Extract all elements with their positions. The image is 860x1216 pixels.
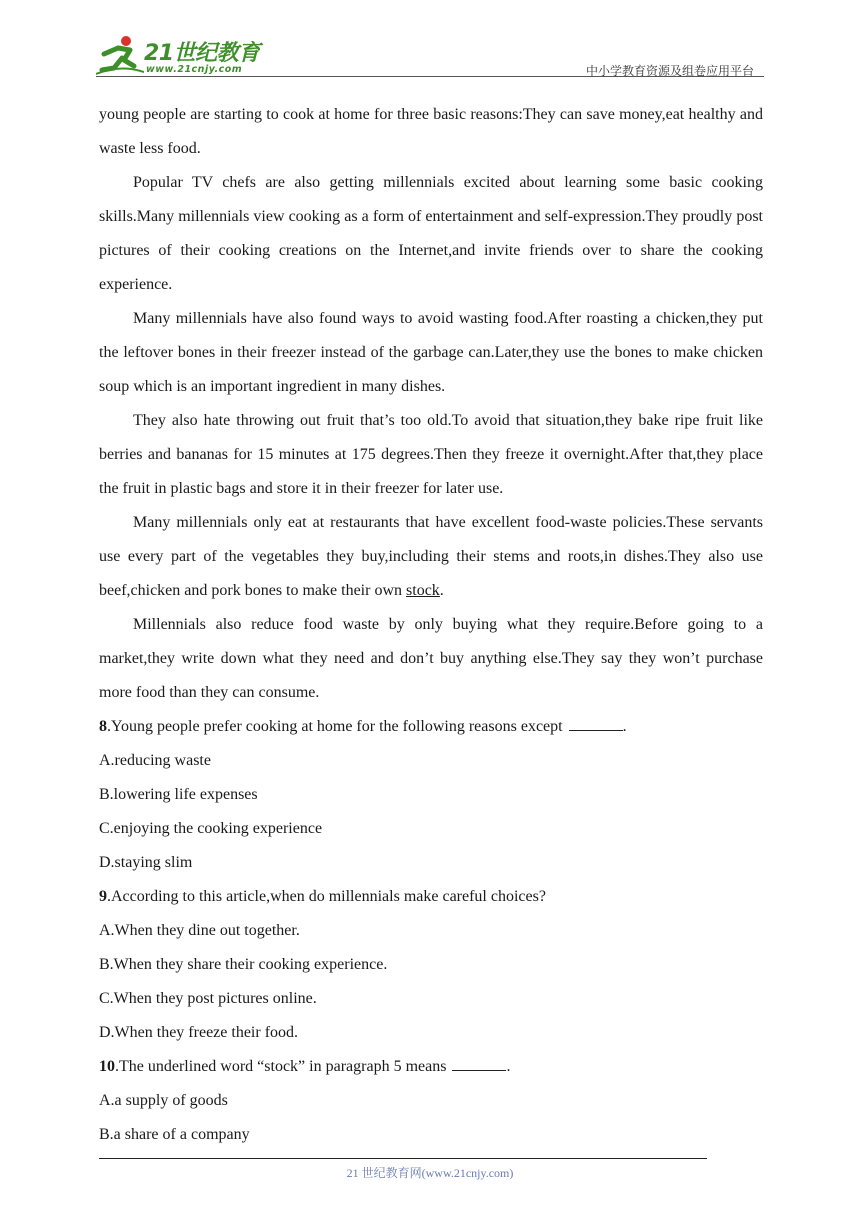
option-b[interactable]: B.lowering life expenses: [99, 786, 258, 803]
question-end: .: [622, 718, 627, 735]
passage-paragraph-3: Many millennials have also found ways to avoid wasting food.After roasting a chicken,they put the leftover bones in their freezer instead of the garbage can.Later,they use the bones to make chicken soup which is an important ingredient in many dishes.: [99, 310, 763, 395]
question-number: 10: [99, 1058, 115, 1075]
question-stem: [99, 1050, 763, 1084]
question-8: [99, 710, 763, 880]
question-text: .The underlined word “stock” in paragraph 5 means: [115, 1058, 447, 1075]
question-9: [99, 880, 763, 1050]
option-d[interactable]: D.When they freeze their food.: [99, 1024, 299, 1041]
site-logo[interactable]: [96, 34, 266, 78]
logo-url: www.21cnjy.com: [146, 64, 243, 75]
footer-divider: [99, 1158, 707, 1159]
document-body: [99, 98, 763, 1152]
option-b[interactable]: B.When they share their cooking experience.: [99, 956, 388, 973]
option-a[interactable]: A.When they dine out together.: [99, 922, 300, 939]
underlined-word: stock: [406, 582, 440, 599]
passage-paragraph-6: Millennials also reduce food waste by only buying what they require.Before going to a market,they write down what they need and don’t buy anything else.They say they won’t purchase more food than they can consume.: [99, 616, 763, 701]
answer-blank[interactable]: [569, 716, 623, 731]
header-tagline: 中小学教育资源及组卷应用平台: [585, 64, 754, 78]
question-end: .: [506, 1058, 511, 1075]
question-stem: [99, 710, 763, 744]
question-stem: [99, 880, 763, 914]
running-figure-icon: [96, 34, 144, 78]
page-header: [96, 30, 764, 78]
paragraph-5-end: .: [439, 582, 444, 599]
question-number: 9: [99, 888, 107, 905]
option-b[interactable]: B.a share of a company: [99, 1126, 250, 1143]
option-a[interactable]: A.reducing waste: [99, 752, 211, 769]
logo-wordmark: 21世纪教育: [144, 41, 260, 66]
question-text: .Young people prefer cooking at home for the following reasons except: [107, 718, 563, 735]
passage-paragraph-5: [99, 506, 763, 608]
question-number: 8: [99, 718, 107, 735]
passage-paragraph-4: They also hate throwing out fruit that’s too old.To avoid that situation,they bake ripe fruit like berries and bananas for 15 minutes at 175 degrees.Then they freeze it overnight.After that,they place the fruit in plastic bags and store it in their freezer for later use.: [99, 412, 763, 497]
option-c[interactable]: C.enjoying the cooking experience: [99, 820, 323, 837]
option-d[interactable]: D.staying slim: [99, 854, 193, 871]
page-footer[interactable]: 21 世纪教育网(www.21cnjy.com): [346, 1166, 514, 1180]
option-c[interactable]: C.When they post pictures online.: [99, 990, 317, 1007]
question-10: [99, 1050, 763, 1152]
header-divider: [96, 76, 764, 77]
option-a[interactable]: A.a supply of goods: [99, 1092, 228, 1109]
passage-paragraph-2: Popular TV chefs are also getting millennials excited about learning some basic cooking skills.Many millennials view cooking as a form of entertainment and self-expression.They proudly post pictures of their cooking creations on the Internet,and invite friends over to share the cooking experience.: [99, 174, 763, 293]
paragraph-5-text: Many millennials only eat at restaurants that have excellent food-waste policies.These servants use every part of the vegetables they buy,including their stems and roots,in dishes.They also use beef,chicken and pork bones to make their own: [99, 514, 763, 599]
answer-blank[interactable]: [452, 1056, 506, 1071]
passage-paragraph-1: young people are starting to cook at home for three basic reasons:They can save money,eat healthy and waste less food.: [99, 106, 763, 157]
question-text: .According to this article,when do millennials make careful choices?: [107, 888, 546, 905]
